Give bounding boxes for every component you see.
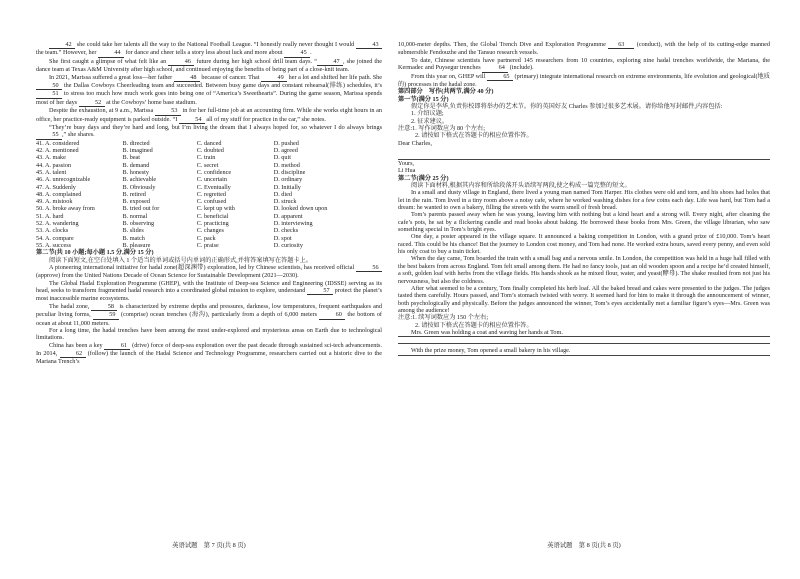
blank-53[interactable]: 53 [155,108,181,115]
option-choice[interactable]: D. quit [273,154,291,162]
writing-2-note-2: 2. 请按如下格式在答题卡的相应位置作答。 [415,321,533,329]
writing-2-instructions: 阅读下面材料,根据其内容和所给段落开头语续写两段,使之构成一篇完整的短文。 [411,182,631,190]
option-choice[interactable]: B. demand [122,161,150,169]
option-choice[interactable]: C. regretted [196,190,226,198]
letter-signature: Li Hua [398,167,416,175]
option-choice[interactable]: D. apparent [273,212,303,220]
grammar-paragraph-1: A pioneering international initiative for hadal zone(超深渊带) exploration, led by Chinese scientists, has received official 56 (approve) from the United Nations Decade of Ocean Science for Sustainable Development (2021—2030). [36,264,382,280]
option-choice[interactable]: D. curiosity [273,241,303,249]
option-choice[interactable]: D. ordinary [273,176,303,184]
option-choice[interactable]: B. slides [122,227,144,235]
left-page [36,0,382,579]
passage-paragraph-2: She first caught a glimpse of what felt like an 46 future during her high school drill team days. “ 47 , she joined the dance team at Texas A&M University after high school, and continued enjoying the benefits of being part of a close-knit team. [36,57,382,74]
continuation-line-1[interactable] [398,337,770,344]
option-row [36,184,382,191]
blank-62[interactable]: 62 [60,351,86,358]
blank-55[interactable]: 55 [36,132,62,139]
option-choice[interactable]: B. exposed [122,198,150,206]
option-row [36,198,382,205]
option-row [36,205,382,212]
blank-58[interactable]: 58 [91,304,117,311]
option-choice[interactable]: D. spot [273,234,292,242]
option-choice[interactable]: B. Obviously [122,183,156,191]
option-row [36,227,382,234]
option-choice[interactable]: D. checks [273,227,299,235]
option-choice[interactable]: D. agreed [273,147,298,155]
option-choice[interactable]: D. method [273,161,300,169]
grammar-paragraph-6: To date, Chinese scientists have partnered 145 researchers from 10 countries, exploring nine hadal trenches worldwide, the Mariana, the Kermadec and Puysegur trenches 64 (include). [398,56,770,72]
option-row [36,213,382,220]
blank-65[interactable]: 65 [487,74,513,81]
option-choice[interactable]: C. secret [196,161,219,169]
option-choice[interactable]: D. struck [273,198,297,206]
grammar-paragraph-5: China has been a key 61 (drive) force of deep-sea exploration over the past decade through sustained sci-tech advancements. In 2014, 62 (follow) the launch of the Hadal Science and Technology Programme, researchers carried out a historic dive to the Mariana Trench’s [36,341,382,366]
option-choice[interactable]: B. match [122,234,145,242]
option-choice[interactable]: B. honesty [122,168,149,176]
writing-1-note-2: 2. 请按如下格式在答题卡的相应位置作答。 [415,132,533,140]
option-choice[interactable]: B. pleasure [122,241,151,249]
grammar-paragraph-3: The hadal zone, 58 is characterized by extreme depths and pressures, darkness, low temperatures, frequent earthquakes and peculiar living forms, 59 (comprise) ocean trenches (海沟), particularly from a depth of 6,000 meters 60 the bottom of ocean at about 11,000 meters. [36,302,382,327]
option-row [36,162,382,169]
option-choice[interactable]: D. pushed [273,139,299,147]
option-choice[interactable]: C. doubted [196,147,224,155]
option-choice[interactable]: 52. A. wandering [36,220,79,228]
option-choice[interactable]: C. beneficial [196,212,229,220]
letter-writing-area[interactable] [398,147,770,160]
option-choice[interactable]: 45. A. talent [36,168,67,176]
blank-60[interactable]: 60 [319,312,345,319]
option-row [36,220,382,227]
blank-51[interactable]: 51 [36,91,62,98]
option-row [36,154,382,161]
option-choice[interactable]: D. interviewing [273,220,313,228]
blank-42[interactable]: 42 [49,42,75,49]
option-row [36,169,382,176]
option-choice[interactable]: D. Initially [273,183,301,191]
section-2-instructions: 阅读下面短文,在空白处填入 1 个适当的单词或括号内单词的正确形式,并将答案填写在答题卡上。 [49,256,312,264]
option-choice[interactable]: D. looked down upon [273,205,328,213]
blank-49[interactable]: 49 [261,75,287,82]
story-paragraph-2: Tom’s parents passed away when he was young, leaving him with nothing but a kind heart and a strong will. Every night, after cleaning the cafe’s pots, he sat by a flickering candle and read books about baking. He borrowed these books from Mrs. Green, the village librarian, who saw something special in Tom’s bright eyes. [398,211,770,234]
option-choice[interactable]: 44. A. passion [36,161,72,169]
option-choice[interactable]: 42. A. mentioned [36,147,79,155]
option-choice[interactable]: B. normal [122,212,148,220]
option-choice[interactable]: C. train [196,154,216,162]
blank-59[interactable]: 59 [93,312,119,319]
option-choice[interactable]: B. achievable [122,176,157,184]
option-choice[interactable]: 53. A. clocks [36,227,69,235]
option-choice[interactable]: C. confused [196,198,227,206]
option-choice[interactable]: 51. A. hard [36,212,64,220]
blank-63[interactable]: 63 [608,42,634,49]
writing-1-instructions: 假定你是李华,负责你校即将举办的艺术节。你的英国好友 Charles 参加过很多艺术展。请你给他写封邮件,内容包括: [411,102,723,110]
option-choice[interactable]: C. pack [196,234,216,242]
story-paragraph-5: After what seemed to be a century, Tom finally completed his herb loaf. All the baked bread and cakes were presented to the judges. The judges tasted them carefully. Hours passed, and Tom’s stomach twisted with worry. It seemed hard for him to make it through the announcement of winner, both psychologically and physically. Before the judges announced the winner, Tom’s eyes accidentally met a familiar figure’s eyes—Mrs. Green was among the audience! [398,284,770,314]
continuation-start-2[interactable]: With the prize money, Tom opened a small bakery in his village. [398,347,770,355]
writing-1-point-1: 1. 介绍议题; [411,110,444,118]
blank-46[interactable]: 46 [168,59,194,66]
option-choice[interactable]: C. confidence [196,168,232,176]
writing-1-point-2: 2. 征求建议。 [411,117,449,125]
passage-paragraph-5: “They’re busy days and they’re hard and long, but I’m living the dream that I always hoped for, so whatever I do always brings 55 ,” she shares. [36,124,382,140]
option-choice[interactable]: 47. A. Suddenly [36,183,76,191]
option-choice[interactable]: D. discipline [273,168,306,176]
grammar-paragraph-7: From this year on, GHEP will 65 (primary) integrate international research on extreme environments, life evolution and geological(地质的) processes in the hadal zone. [398,72,770,88]
option-row [36,140,382,147]
option-choice[interactable]: 43. A. make [36,154,66,162]
blank-64[interactable]: 64 [482,65,508,72]
option-choice[interactable]: 50. A. broke away from [36,205,95,213]
passage-paragraph-1: 42 she could take her talents all the way to the National Football League. “I honestly really never thought I would 43 the team.” However, her 44 for dance and cheer tells a story less about luck and more about 45 . [36,41,382,58]
writing-2-note-1: 注意:1. 续写词数应为 150 个左右; [398,314,489,322]
letter-closing: Yours, [398,160,415,167]
passage-paragraph-3: In 2021, Marissa suffered a great loss—her father 48 because of cancer. That 49 her a lot and shifted her life path. She 50 the Dallas Cowboys Cheerleading team and succeeded. Between busy game days and constant rehearsal(排练) schedules, it’s 51 to stress too much how much work goes into being one of “America’s Sweethearts”. During the game season, Marissa spends most of her days 52 at the Cowboys’ home base stadium. [36,73,382,106]
grammar-paragraph-2: The Global Hadal Exploration Programme (GHEP), with the Institute of Deep-sea Science and Engineering (IDSSE) serving as its head, seeks to transform fragmented hadal research into a coordinated global mission to explore, understand 57 protect the planet’s most inaccessible marine ecosystems. [36,279,382,303]
option-choice[interactable]: C. uncertain [196,176,227,184]
option-choice[interactable]: C. practicing [196,220,229,228]
continuation-start-1[interactable]: Mrs. Green was holding a coat and waving her hands at Tom. [398,329,770,337]
option-choice[interactable]: 48. A. complained [36,190,82,198]
option-choice[interactable]: C. kept up with [196,205,235,213]
option-choice[interactable]: C. praise [196,241,219,249]
page-7-footer: 英语试题 第 7 页(共 8 页) [172,542,246,549]
section-2-title: 第二节(共 10 小题;每小题 1.5 分,满分 15 分) [36,249,154,257]
option-choice[interactable]: 41. A. considered [36,139,80,147]
grammar-paragraph-5-cont: 10,000-meter depths. Then, the Global Trench Dive and Exploration Programme 63 (conduct), with the help of its cutting-edge manned submersible Fendouzhe and the Tansuo research vessels. [398,41,770,57]
story-paragraph-1: In a small and dusty village in England, there lived a young man named Tom Harper. His clothes were old and torn, and his shoes had holes that let in the rain. Tom lived in a tiny room above a noisy cafe, where he worked washing dishes for a few coins each day. Life was hard, but Tom had a dream: he wanted to own a bakery, filling the streets with the warm smell of fresh bread. [398,189,770,212]
blank-43[interactable]: 43 [356,42,382,49]
option-choice[interactable]: C. changes [196,227,224,235]
option-row [36,176,382,183]
option-row [36,191,382,198]
option-choice[interactable]: 55. A. success [36,241,72,249]
writing-1-note-1: 注意:1. 写作词数应为 80 个左右; [398,124,485,132]
option-choice[interactable]: B. observing [122,220,155,228]
option-choice[interactable]: C. Eventually [196,183,231,191]
option-choice[interactable]: 49. A. mistook [36,198,73,206]
option-choice[interactable]: B. beat [122,154,141,162]
passage-paragraph-4: Despite the exhaustion, at 9 a.m., Marissa 53 in for her full-time job at an accounting firm. While she works eight hours in an office, her practice-ready equipment is parked outside. “I 54 all of my stuff for practice in the car,” she notes. [36,107,382,123]
blank-56[interactable]: 56 [356,265,382,272]
grammar-paragraph-4: For a long time, the hadal trenches have been among the most under-explored and mysterious areas on Earth due to technological limitations. [36,326,382,342]
blank-54[interactable]: 54 [179,117,205,124]
blank-48[interactable]: 48 [174,75,200,82]
option-choice[interactable]: D. died [273,190,292,198]
option-choice[interactable]: B. retired [122,190,146,198]
option-row [36,147,382,154]
right-page [398,0,770,579]
option-choice[interactable]: B. imagined [122,147,153,155]
page-8-footer: 英语试题 第 8 页(共 8 页) [547,542,621,549]
blank-47[interactable]: 47 [317,59,343,66]
option-choice[interactable]: 54. A. compare [36,234,74,242]
option-choice[interactable]: C. danced [196,139,222,147]
writing-1-title: 第一节(满分 15 分) [398,95,449,103]
option-choice[interactable]: B. directed [122,139,150,147]
option-row [36,235,382,242]
cloze-options-table [36,140,382,249]
part-4-title: 第四部分 写作(共两节,满分 40 分) [398,88,494,96]
option-choice[interactable]: 46. A. unrecognizable [36,176,91,184]
blank-52[interactable]: 52 [79,100,105,107]
option-choice[interactable]: B. tried out for [122,205,160,213]
blank-45[interactable]: 45 [284,50,310,57]
blank-44[interactable]: 44 [98,50,124,57]
story-paragraph-3: One day, a poster appeared in the village square. It announced a baking competition in London, with a grand prize of £10,000. Tom’s heart raced. This could be his chance! But the journey to London cost money, and Tom had none. He worked extra hours, saved every penny, and even sold his only coat to buy a train ticket. [398,233,770,256]
letter-greeting: Dear Charles, [398,139,433,147]
blank-61[interactable]: 61 [104,343,130,350]
writing-2-title: 第二节(满分 25 分) [398,174,449,182]
blank-50[interactable]: 50 [36,83,62,90]
blank-57[interactable]: 57 [307,288,333,295]
story-paragraph-4: When the day came, Tom boarded the train with a small bag and a nervous smile. In London, the competition was held in a huge hall filled with the best bakers from across England. Tom felt small among them. He had no fancy tools, just an old wooden spoon and a recipe he’d created himself, a soft, golden loaf with herbs from the village fields. His hands shook as he mixed flour, water, and yeast(酵母). The shake resulted from not just his nervousness, but also the coldness. [398,255,770,285]
